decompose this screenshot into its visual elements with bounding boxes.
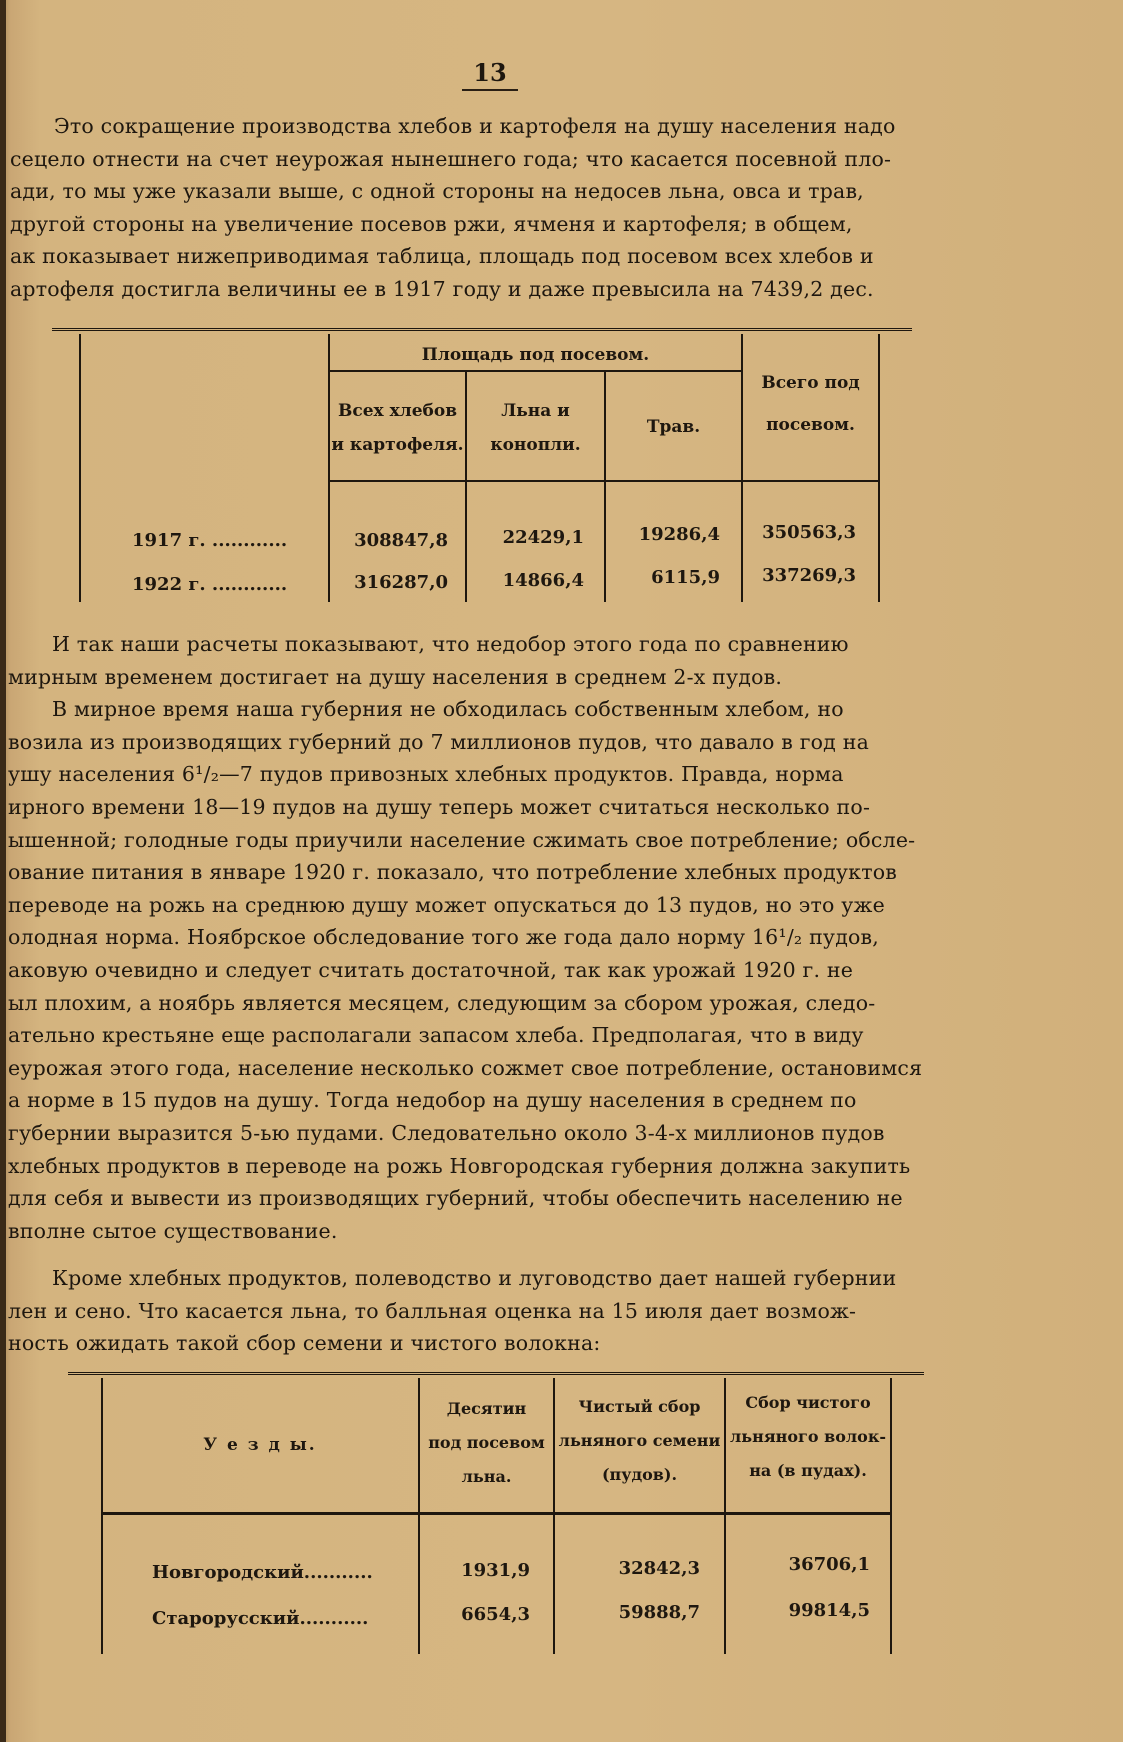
text-line: ак показывает нижеприводимая таблица, площадь под посевом всех хлебов и [10,244,874,269]
table1-cell: 19286,4 [638,524,720,545]
table1-cell: 14866,4 [502,570,584,591]
table2-cell: 6654,3 [461,1604,530,1625]
table1-cell: 308847,8 [354,530,448,551]
table1-cell: 22429,1 [502,527,584,548]
table2-cell: 59888,7 [618,1602,700,1623]
table1-row-label-1917: 1917 г. ............ [132,530,288,551]
text-line: И так наши расчеты показывают, что недобор этого года по сравнению [52,632,849,656]
text-line: возила из производящих губерний до 7 миллионов пудов, что давало в год на [8,729,869,754]
text-line: артофеля достигла величины ее в 1917 году и даже превысила на 7439,2 дес. [10,276,874,301]
table2-col-seed-yield: Чистый сбор льняного семени (пудов). [558,1397,721,1484]
text-line: ательно крестьяне еще располагали запасом хлеба. Предполагая, что в виду [8,1023,864,1048]
text-line: а норме в 15 пудов на душу. Тогда недобор на душу населения в среднем по [8,1088,857,1113]
page-number: 13 [462,58,518,91]
table1-cell: 316287,0 [354,572,448,593]
text-line: ади, то мы уже указали выше, с одной стороны на недосев льна, овса и трав, [10,179,864,204]
table1-cell: 337269,3 [762,565,856,586]
table1-row-label-1922: 1922 г. ............ [132,574,288,595]
text-line: для себя и вывести из производящих губерний, чтобы обеспечить населению не [8,1186,903,1211]
table1-group-header: Площадь под посевом. [421,345,650,365]
paragraph-flax [8,1262,988,1360]
table1-col-total: Всего под посевом. [761,373,860,435]
binding-edge [0,0,6,1742]
text-line: хлебных продуктов в переводе на рожь Новгородская губерния должна закупить [8,1153,911,1178]
text-line: переводе на рожь на среднюю душу может опускаться до 13 пудов, но это уже [8,892,885,917]
table-top-rule [52,328,912,331]
text-line: ирного времени 18—19 пудов на душу теперь может считаться несколько по- [8,794,871,819]
table1-cell: 6115,9 [651,567,720,588]
table1-col-all-grains: Всех хлебов и картофеля. [331,401,464,455]
text-line: ование питания в январе 1920 г. показало, что потребление хлебных продуктов [8,860,898,885]
text-line: вполне сытое существование. [8,1218,338,1243]
text-line: лен и сено. Что касается льна, то балльная оценка на 15 июля дает возмож- [8,1298,857,1323]
text-line: В мирное время наша губерния не обходилась собственным хлебом, но [52,697,844,722]
table1-col-flax-hemp: Льна и конопли. [490,401,581,455]
text-line: ность ожидать такой сбор семени и чистого волокна: [8,1331,601,1356]
table2-col-districts: У е з д ы. [203,1435,317,1455]
text-line: аковую очевидно и следует считать достаточной, так как урожай 1920 г. не [8,957,854,982]
text-line: губернии выразится 5-ью пудами. Следовательно около 3-4-х миллионов пудов [8,1120,885,1145]
table1-cell: 350563,3 [762,522,856,543]
text-line: Кроме хлебных продуктов, полеводство и луговодство дает нашей губернии [52,1266,897,1290]
paragraph-intro [10,110,975,306]
table2-cell: 99814,5 [788,1600,870,1621]
table2-top-rule [68,1372,924,1375]
text-line: Это сокращение производства хлебов и картофеля на душу населения надо [54,114,896,138]
table2-cell: 1931,9 [461,1560,530,1581]
table2-row-label-staraya-russa: Старорусский........... [152,1608,369,1629]
text-line: мирным временем достигает на душу населения в среднем 2-х пудов. [8,664,783,689]
text-line: ушу населения 6¹/₂—7 пудов привозных хлебных продуктов. Правда, норма [8,762,844,787]
text-line: сецело отнести на счет неурожая нынешнего года; что касается посевной пло- [10,146,892,171]
text-line: другой стороны на увеличение посевов ржи, ячменя и картофеля; в общем, [10,211,853,236]
table2-col-fiber-yield: Сбор чистого льняного волок- на (в пудах). [729,1393,887,1480]
table1-col-grasses: Трав. [646,417,701,437]
text-line: еурожая этого года, население несколько сожмет свое потребление, остановимся [8,1055,923,1080]
table2-row-label-novgorod: Новгородский........... [152,1562,373,1583]
table2-cell: 32842,3 [618,1558,700,1579]
paragraph-analysis [8,628,983,1247]
table2-cell: 36706,1 [788,1554,870,1575]
text-line: ышенной; голодные годы приучили население сжимать свое потребление; обсле- [8,827,916,852]
text-line: олодная норма. Ноябрское обследование того же года дало норму 16¹/₂ пудов, [8,925,880,950]
text-line: ыл плохим, а ноябрь является месяцем, следующим за сбором урожая, следо- [8,990,876,1015]
table2-col-dessiatines: Десятин под посевом льна. [428,1399,545,1486]
